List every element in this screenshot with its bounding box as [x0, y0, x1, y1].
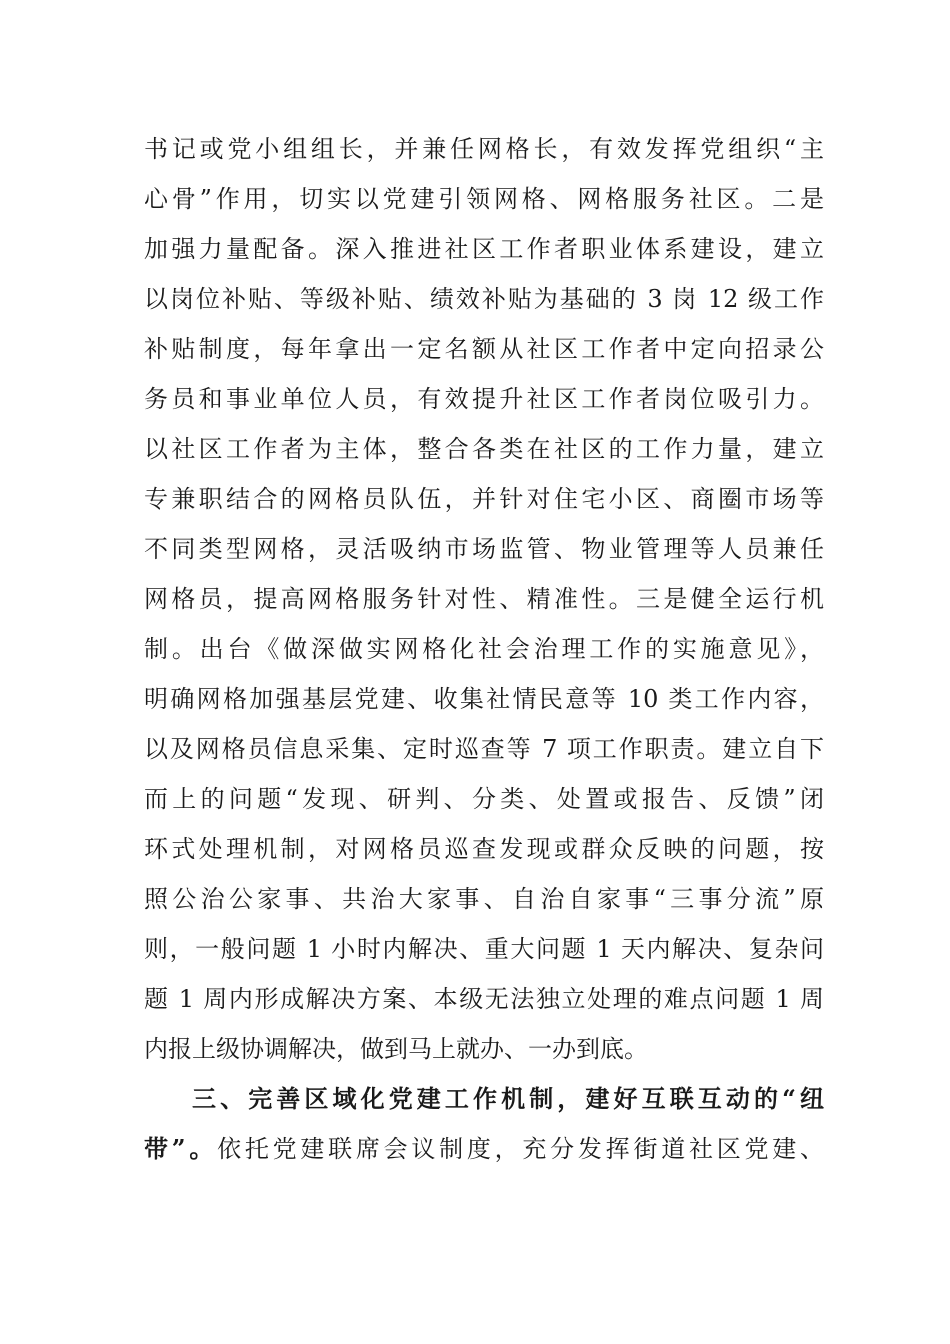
text-span: 依托党建联席会议制度，充分发挥街道社区党建、	[217, 1135, 824, 1163]
text-line: 不同类型网格，灵活吸纳市场监管、物业管理等人员兼任	[144, 535, 824, 563]
text-line: 网格员，提高网格服务针对性、精准性。三是健全运行机	[144, 585, 824, 613]
text-line: 加强力量配备。深入推进社区工作者职业体系建设，建立	[144, 235, 824, 263]
text-line: 明确网格加强基层党建、收集社情民意等 10 类工作内容，	[144, 685, 824, 713]
text-line	[144, 1124, 824, 1174]
text-line: 补贴制度，每年拿出一定名额从社区工作者中定向招录公	[144, 335, 824, 363]
text-line: 内报上级协调解决，做到马上就办、一办到底。	[144, 1035, 648, 1063]
text-line: 题 1 周内形成解决方案、本级无法独立处理的难点问题 1 周	[144, 985, 824, 1013]
text-line: 以及网格员信息采集、定时巡查等 7 项工作职责。建立自下	[144, 735, 824, 763]
body-text	[144, 124, 824, 1174]
text-line: 务员和事业单位人员，有效提升社区工作者岗位吸引力。	[144, 385, 824, 413]
text-line: 照公治公家事、共治大家事、自治自家事“三事分流”原	[144, 885, 824, 913]
text-line: 以岗位补贴、等级补贴、绩效补贴为基础的 3 岗 12 级工作	[144, 285, 824, 313]
text-line: 环式处理机制，对网格员巡查发现或群众反映的问题，按	[144, 835, 824, 863]
text-line: 以社区工作者为主体，整合各类在社区的工作力量，建立	[144, 435, 824, 463]
text-line: 而上的问题“发现、研判、分类、处置或报告、反馈”闭	[144, 785, 824, 813]
text-line: 书记或党小组组长，并兼任网格长，有效发挥党组织“主	[144, 135, 824, 163]
text-line: 心骨”作用，切实以党建引领网格、网格服务社区。二是	[144, 185, 824, 213]
text-line: 制。出台《做深做实网格化社会治理工作的实施意见》，	[144, 635, 824, 663]
text-line: 则，一般问题 1 小时内解决、重大问题 1 天内解决、复杂问	[144, 935, 824, 963]
section-heading: 三、完善区域化党建工作机制，建好互联互动的“纽	[192, 1084, 824, 1113]
text-line: 专兼职结合的网格员队伍，并针对住宅小区、商圈市场等	[144, 485, 824, 513]
section-heading-end: 带”。	[144, 1134, 218, 1163]
